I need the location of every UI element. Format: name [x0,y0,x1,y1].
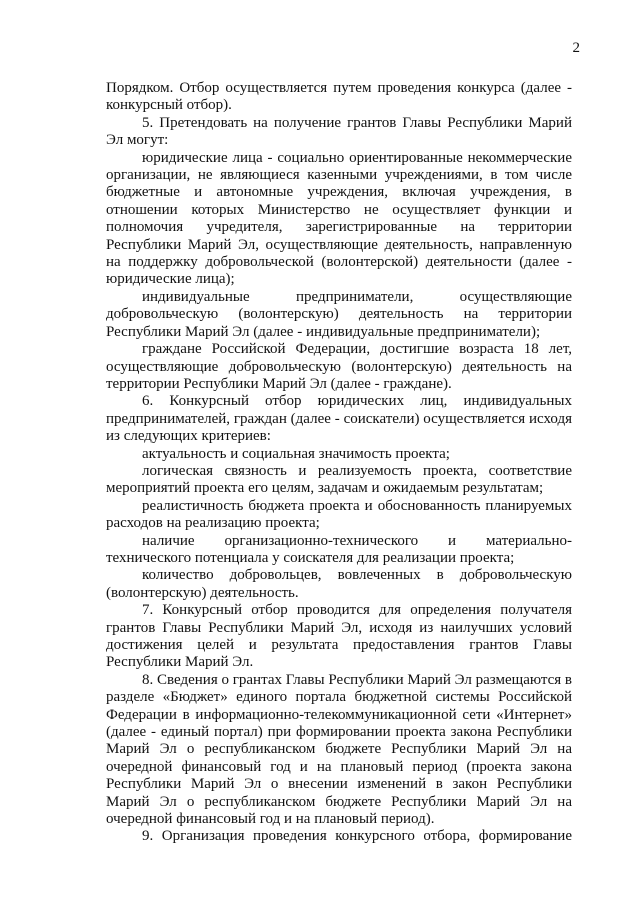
page-number: 2 [572,40,580,56]
paragraph-individual-entrepreneurs: индивидуальные предприниматели, осуществляющие добровольческую (волонтерскую) деятельность на территории Республики Марий Эл (далее - индивидуальные предприниматели); [106,288,572,340]
paragraph-citizens: граждане Российской Федерации, достигшие возраста 18 лет, осуществляющие добровольческую (волонтерскую) деятельность на территории Республики Марий Эл (далее - граждане). [106,341,572,392]
criterion-relevance: актуальность и социальная значимость проекта; [142,445,450,462]
paragraph-legal-entities: юридические лица - социально ориентированные некоммерческие организации, не являющиеся казенными учреждениями, в том числе бюджетные и автономные учреждения, включая учреждения, в отношении которых Министерство не осуществляет функции и полномочия учредителя, зарегистрированные на территории Республики Марий Эл, осуществляющие деятельность, направленную на поддержку добровольческой (волонтерской) деятельности (далее - юридические лица); [106,149,572,288]
criterion-potential: наличие организационно-технического и материально-технического потенциала у соискателя для реализации проекта; [106,532,572,566]
criterion-budget: реалистичность бюджета проекта и обоснованность планируемых расходов на реализацию проекта; [106,497,572,532]
paragraph-clause-5: 5. Претендовать на получение грантов Главы Республики Марий Эл могут: [106,114,572,149]
paragraph-clause-9: 9. Организация проведения конкурсного отбора, формирование [142,828,572,845]
document-body [106,80,572,846]
paragraph-clause-7: 7. Конкурсный отбор проводится для определения получателя грантов Главы Республики Марий Эл, исходя из наилучших условий достижения целей и результата предоставления грантов Главы Республики Марий Эл. [106,602,572,671]
paragraph-continuation: Порядком. Отбор осуществляется путем проведения конкурса (далее - конкурсный отбор). [106,80,572,114]
paragraph-clause-8: 8. Сведения о грантах Главы Республики Марий Эл размещаются в разделе «Бюджет» единого портала бюджетной системы Российской Федерации в информационно-телекоммуникационной сети «Интернет» (далее - единый портал) при формировании проекта закона Республики Марий Эл о республиканском бюджете Республики Марий Эл на очередной финансовый год и на плановый период (проекта закона Республики Марий Эл о внесении изменений в закон Республики Марий Эл о республиканском бюджете Республики Марий Эл на очередной финансовый год и на плановый период). [106,671,572,828]
paragraph-clause-6: 6. Конкурсный отбор юридических лиц, индивидуальных предпринимателей, граждан (далее - соискатели) осуществляется исходя из следующих критериев: [106,393,572,445]
criterion-volunteers: количество добровольцев, вовлеченных в добровольческую (волонтерскую) деятельность. [106,567,572,601]
criterion-coherence: логическая связность и реализуемость проекта, соответствие мероприятий проекта его целям, задачам и ожидаемым результатам; [106,462,572,497]
